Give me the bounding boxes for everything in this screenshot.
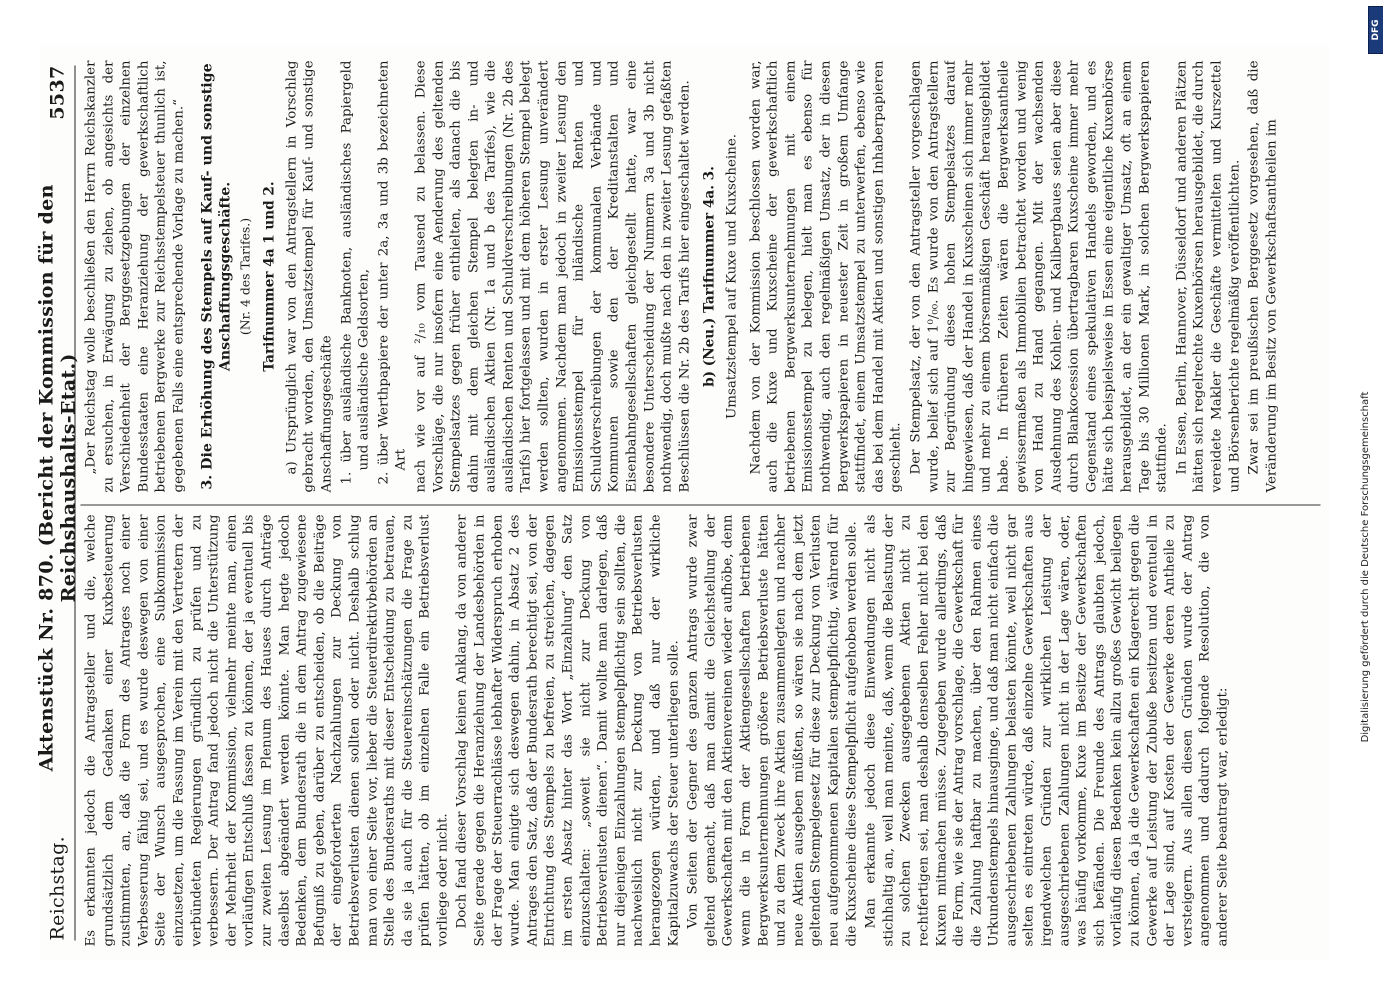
- rotated-page-content: [35, 45, 1330, 960]
- left-paragraph: Doch fand dieser Vorschlag keinen Anklang, da von anderer Seite gerade gegen die Heranziehung der Landesbehörden in der Frage der Steuerrachlässe lebhafter Widerspruch erhoben wurde. Man einigte sich deswegen dahin, in Absatz 2 des Antrages den Satz, daß der Bundesrath berechtigt sei, von der Entrichtung des Stempels zu befreien, zu streichen, dagegen im ersten Absatz hinter das Wort „Einzahlung“ den Satz einzuschalten: „soweit sie nicht zur Deckung von Betriebsverlusten dienen“. Damit wollte man darlegen, daß nur diejenigen Einzahlungen stempelpflichtig sein sollten, die nachweislich nicht zur Deckung von Betriebsverlusten herangezogen würden, und daß nur der wirkliche Kapitalzuwachs der Steuer unterliegen solle.: [454, 514, 681, 946]
- dfg-logo: [1368, 6, 1383, 54]
- resolution-quote: „Der Reichstag wolle beschließen den Herrn Reichskanzler zu ersuchen, in Erwägung zu ziehen, ob angesichts der Verschiedenheit der Berggesetzgebungen der einzelnen Bundesstaaten eine Heranziehung der gewerkschaftlich betriebenen Bergwerke zur Reichsstempelsteuer thunlich ist, gegebenen Falls eine entsprechende Vorlage zu machen.“: [83, 60, 186, 492]
- left-paragraph: Es erkannten jedoch die Antragsteller und die, welche grundsätzlich dem Gedanken einer Kuxbesteuerung zustimmten, an, daß die Form des Antrages noch einer Verbesserung fähig sei, und es wurde deswegen von einer Seite der Wunsch ausgesprochen, eine Subkommission einzusetzen, um die Fassung im Verein mit den Vertretern der verbündeten Regierungen gründlich zu prüfen und zu verbessern. Der Antrag fand jedoch nicht die Unterstützung der Mehrheit der Kommission, vielmehr meinte man, einen vorläufigen Entschluß fassen zu können, der ja eventuell bis zur zweiten Lesung im Plenum des Hauses durch Anträge daselbst abgeändert werden könnte. Man hegte jedoch Bedenken, dem Bundesrath die in dem Antrag zugewiesene Befugniß zu geben, darüber zu entscheiden, ob die Beiträge der eingeforderten Nachzahlungen zur Deckung von Betriebsverlusten dienen sollten oder nicht. Deshalb schlug man von einer Seite vor, lieber die Steuerdirektivbehörden an Stelle des Bundesraths mit dieser Entscheidung zu betrauen, da sie ja auch für die Steuereinschätzungen die Frage zu prüfen hätten, ob im einzelnen Falle ein Betriebsverlust vorliege oder nicht.: [83, 514, 450, 946]
- credit-text: Digitalisierung gefördert durch die Deutsche Forschungsgemeinschaft: [1360, 391, 1371, 743]
- enum-item-1: 1. über ausländische Banknoten, ausländisches Papiergeld und ausländische Geldsorten,: [338, 60, 372, 484]
- tarif-heading-2: b) (Neu.) Tarifnummer 4a. 3.: [701, 165, 718, 387]
- right-column: [82, 60, 1322, 492]
- right-paragraph: Nachdem von der Kommission beschlossen worden war, auch die Kuxe und Kuxscheine der gewerkschaftlich betriebenen Bergwerksunternehmungen mit einem Emissionsstempel zu belegen, hielt man es ebenso für nothwendig, auch den regelmäßigen Umsatz, der in diesen Bergwerkspapieren in neuester Zeit in großem Umfange stattfindet, einem Umsatzstempel zu unterwerfen, ebenso wie das bei dem Handel mit Aktien und sonstigen Inhaberpapieren geschieht.: [747, 60, 904, 492]
- section-subtitle: (Nr. 4 des Tarifes.): [236, 217, 252, 335]
- left-column: [82, 514, 1322, 946]
- tarif-heading-1: Tarifnummer 4a 1 und 2.: [261, 180, 278, 372]
- page-number: 5537: [46, 65, 68, 120]
- tarif-heading-2-subtitle: Umsatzstempel auf Kuxe und Kuxscheine.: [724, 133, 739, 419]
- scanned-page: [35, 45, 1330, 960]
- page-header: [35, 65, 79, 940]
- digitization-credit: [1352, 0, 1380, 1000]
- right-paragraph: nach wie vor auf ²/₁₀ vom Tausend zu belassen. Diese Vorschläge, die nur insofern eine Aenderung des geltenden Stempelsatzes gegen früher enthielten, als danach die bis dahin mit dem gleichen Stempel belegten in- und ausländischen Aktien (Nr. 1a und b des Tarifes), wie die ausländischen Renten und Schuldverschreibungen (Nr. 2b des Tarifs) hier fortgelassen und mit dem höheren Stempel belegt werden sollten, wurden in erster Lesung unverändert angenommen. Nachdem man jedoch in zweiter Lesung den Emissionsstempel für inländische Renten und Schuldverschreibungen der kommunalen Verbände und Kommunen sowie den der Kreditanstalten und Eisenbahngesellschaften gleichgestellt hatte, war eine besondere Unterscheidung der Nummern 3a und 3b nicht nothwendig, doch mußte nach den in zweiter Lesung gefaßten Beschlüssen die Nr. 2b des Tarifs hier eingeschaltet werden.: [412, 60, 692, 492]
- right-paragraph: Zwar sei im preußischen Berggesetz vorgesehen, daß die Veränderung im Besitz von Gewerkschaftsantheilen im: [1246, 60, 1279, 492]
- column-divider: [80, 504, 1320, 505]
- left-paragraph: Man erkannte jedoch diese Einwendungen nicht als stichhaltig an, weil man meinte, daß, wenn die Belastung der zu solchen Zwecken ausgegebenen Aktien nicht zu rechtfertigen sei, man deshalb denselben Fehler nicht bei den Kuxen mitmachen müsse. Zugegeben wurde allerdings, daß die Form, wie sie der Antrag vorschlage, die Gewerkschaft für die Zahlung haftbar zu machen, über den Rahmen eines Urkundenstempels hinausginge, und daß man nicht einfach die ausgeschriebenen Zahlungen belasten könnte, weil nicht gar selten es eintreten würde, daß einzelne Gewerkschaften aus irgendwelchen Gründen zur wirklichen Leistung der ausgeschriebenen Zahlungen nicht in der Lage wären, oder, was häufig vorkomme, Kuxe im Besitze der Gewerkschaften sich befänden. Die Freunde des Antrags glaubten jedoch, vorläufig diesen Bedenken kein allzu großes Gewicht beilegen zu können, da ja die Gewerkschaften ein Klagerecht gegen die Gewerke auf Leistung der Zubuße besitzen und eventuell in der Lage sind, auf Kosten der Gewerke deren Antheile zu versteigern. Aus allen diesen Gründen wurde der Antrag angenommen und dadurch folgende Resolution, die von anderer Seite beantragt war, erledigt:: [863, 514, 1230, 946]
- right-paragraph: Der Stempelsatz, der von den Antragsteller vorgeschlagen wurde, belief sich auf 1⁰/₀₀. Es wurde von den Antragstellern zur Begründung dieses hohen Stempelsatzes darauf hingewiesen, daß der Handel in Kuxscheinen sich immer mehr und mehr zu einem börsenmäßigen Geschäft herausgebildet habe. In früheren Zeiten wären die Bergwerksantheile gewissermaßen als Immobilien betrachtet worden und wenig von Hand zu Hand gegangen. Mit der wachsenden Ausdehnung des Kohlen- und Kalibergbaues seien aber diese durch Blankocession übertragbaren Kuxscheine immer mehr Gegenstand eines spekulativen Handels geworden, und es hätte sich beispielsweise in Essen eine eigentliche Kuxenbörse herausgebildet, an der ein gewaltiger Umsatz, oft an einem Tage bis 30 Millionen Mark, in solchen Bergwerkspapieren stattfinde.: [907, 60, 1170, 492]
- header-left: Reichstag.: [46, 835, 68, 940]
- header-title: Aktenstück Nr. 870. (Bericht der Kommission für den Reichshaushalts-Etat.): [35, 183, 79, 771]
- right-paragraph: In Essen, Berlin, Hannover, Düsseldorf und anderen Plätzen hätten sich regelrechte Kuxenbörsen herausgebildet, die durch vereidete Makler die Geschäfte vermittelten und Kurszettel und Börsenberichte regelmäßig veröffentlichten.: [1173, 60, 1242, 492]
- item-a-paragraph: a) Ursprünglich war von den Antragstellern in Vorschlag gebracht worden, den Umsatzstempel für Kauf- und sonstige Anschaffungsgeschäfte: [283, 60, 334, 492]
- left-paragraph: Von Seiten der Gegner des ganzen Antrags wurde zwar geltend gemacht, daß man damit die Gleichstellung der Gewerkschaften mit den Aktienvereinen wieder aufhöbe, denn wenn die in Form der Aktiengesellschaften betriebenen Bergwerksunternehmungen größere Betriebsverluste hätten und zu dem Zweck ihre Aktien zusammenlegten und nachher neue Aktien ausgeben müßten, so wären sie nach dem jetzt geltenden Stempelgesetz für diese zur Deckung von Verlusten neu aufgenommenen Kapitalien stempelpflichtig, während für die Kuxscheine diese Stempelpflicht aufgehoben werden solle.: [685, 514, 859, 946]
- dfg-logo-text: DFG: [1371, 19, 1381, 41]
- section-title: 3. Die Erhöhung des Stempels auf Kauf- und sonstige Anschaffungsgeschäfte.: [198, 62, 233, 490]
- enum-item-2: 2. über Werthpapiere der unter 2a, 3a und 3b bezeichneten Art: [375, 60, 409, 484]
